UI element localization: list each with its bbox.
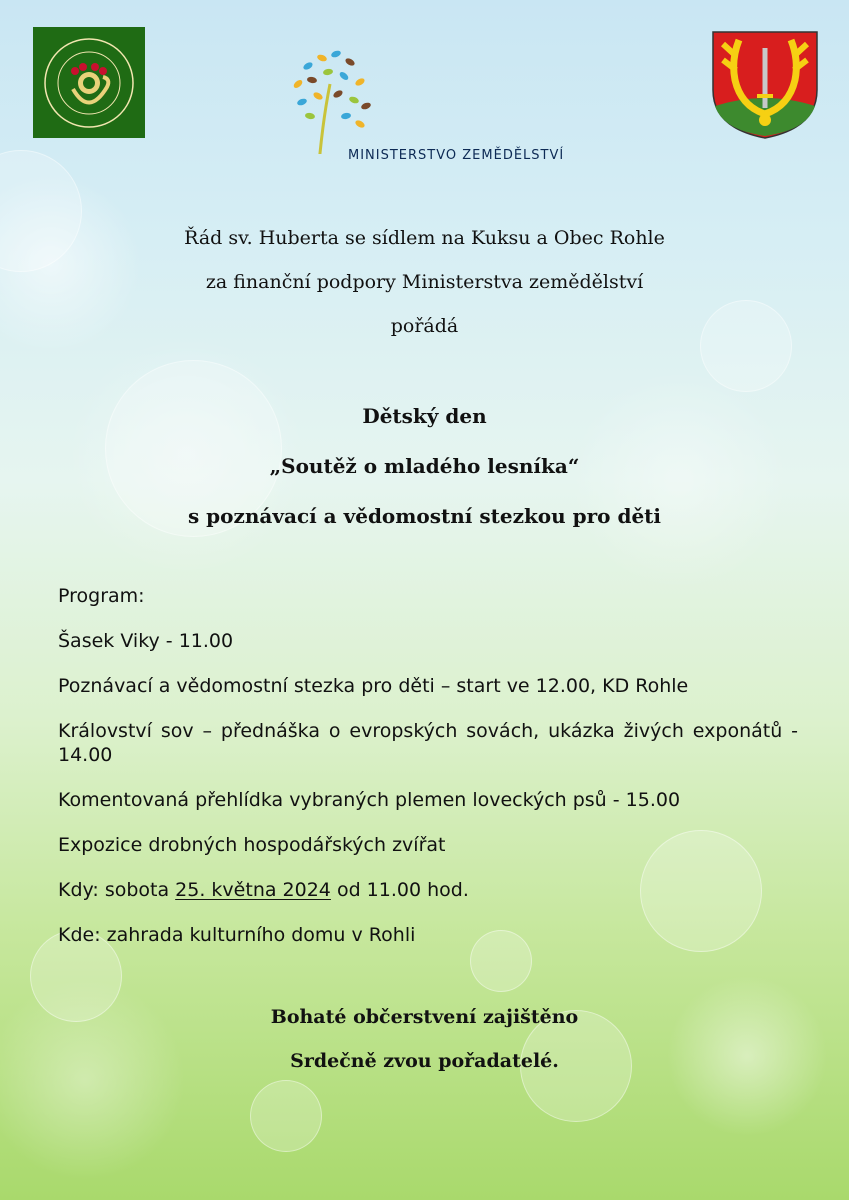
event-titles: [0, 404, 849, 554]
event-when: [58, 878, 798, 902]
ministry-logo-text: MINISTERSTVO ZEMĚDĚLSTVÍ: [348, 148, 565, 163]
ministry-tree-icon: [278, 44, 388, 154]
closing-section: [0, 1006, 849, 1094]
program-item: Království sov – přednáška o evropských sovách, ukázka živých exponátů - 14.00: [58, 720, 798, 766]
program-heading: Program:: [58, 585, 145, 607]
program-item: Poznávací a vědomostní stezka pro děti – start ve 12.00, KD Rohle: [58, 675, 689, 697]
coat-of-arms-icon: [711, 30, 819, 140]
refreshments-note: Bohaté občerstvení zajištěno: [270, 1006, 579, 1028]
rohle-coat-of-arms: [711, 30, 819, 140]
hubertus-emblem-icon: [33, 27, 145, 138]
event-where: Kde: zahrada kulturního domu v Rohli: [58, 924, 416, 946]
hubertus-order-logo: [33, 27, 145, 138]
event-date: 25. května 2024: [175, 879, 331, 901]
intro-line-hosts: pořádá: [390, 315, 459, 337]
program-section: [58, 584, 798, 968]
intro-line-organizers: Řád sv. Huberta se sídlem na Kuksu a Obec Rohle: [184, 227, 665, 249]
intro-line-support: za finanční podpory Ministerstva zemědělství: [205, 271, 644, 293]
intro-text: [0, 224, 849, 356]
when-suffix: od 11.00 hod.: [330, 879, 469, 901]
program-item: Komentovaná přehlídka vybraných plemen loveckých psů - 15.00: [58, 789, 681, 811]
event-description: s poznávací a vědomostní stezkou pro děti: [187, 504, 662, 528]
event-title: Dětský den: [362, 404, 487, 428]
when-prefix: Kdy: sobota: [58, 879, 176, 901]
event-subtitle: „Soutěž o mladého lesníka“: [269, 454, 580, 478]
program-item: Šasek Viky - 11.00: [58, 630, 234, 652]
ministry-logo: [278, 44, 598, 184]
program-item: Expozice drobných hospodářských zvířat: [58, 834, 446, 856]
invitation-note: Srdečně zvou pořadatelé.: [290, 1050, 559, 1072]
